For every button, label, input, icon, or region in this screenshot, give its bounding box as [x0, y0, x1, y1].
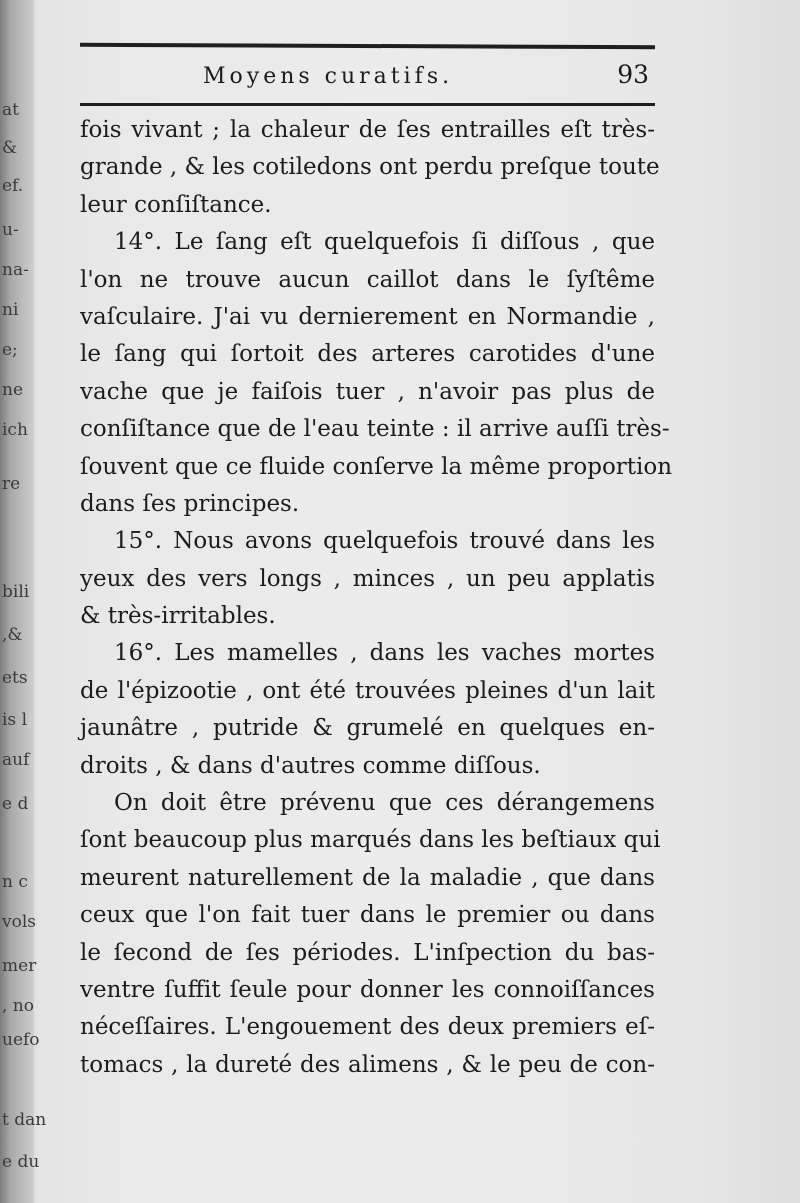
- text-line: fois vivant ; la chaleur de ſes entrailles eſt très-: [80, 117, 655, 143]
- text-line: On doit être prévenu que ces dérangemens: [114, 790, 655, 817]
- left-fragment: ne: [2, 380, 24, 400]
- left-fragment: n c: [2, 872, 28, 892]
- left-fragment: uefo: [2, 1030, 40, 1050]
- text-line: 15°. Nous avons quelquefois trouvé dans les: [114, 528, 655, 555]
- text-line: & très-irritables.: [80, 603, 276, 630]
- text-line: 16°. Les mamelles , dans les vaches mortes: [114, 640, 655, 667]
- left-page-edge: [0, 90, 47, 1200]
- text-line: ſouvent que ce fluide conſerve la même proportion: [80, 453, 673, 480]
- text-line: le ſang qui ſortoit des arteres carotides d'une: [80, 341, 655, 368]
- left-fragment: ets: [2, 668, 28, 688]
- left-fragment: e;: [2, 340, 18, 360]
- text-line: yeux des vers longs , minces , un peu applatis: [80, 565, 655, 592]
- text-line: droits , & dans d'autres comme diſſous.: [80, 752, 541, 779]
- left-fragment: t dan: [2, 1110, 47, 1130]
- text-line: vaſculaire. J'ai vu dernierement en Normandie ,: [80, 303, 655, 330]
- left-fragment: ich: [2, 420, 28, 440]
- text-line: le ſecond de ſes périodes. L'inſpection du bas-: [80, 939, 655, 966]
- text-line: ceux que l'on fait tuer dans le premier ou dans: [80, 902, 655, 929]
- text-line: 14°. Le ſang eſt quelquefois ſi diſſous , que: [114, 229, 655, 256]
- left-fragment: na-: [2, 260, 29, 280]
- left-fragment: u-: [2, 220, 19, 240]
- running-head: [80, 60, 655, 100]
- text-line: néceſſaires. L'engouement des deux premiers eſ-: [80, 1014, 655, 1041]
- text-line: vache que je faiſois tuer , n'avoir pas plus de: [80, 378, 655, 405]
- running-head-title: Moyens curatifs.: [203, 64, 454, 89]
- left-fragment: , no: [2, 996, 34, 1016]
- page-number: 93: [617, 60, 649, 89]
- text-line: grande , & les cotiledons ont perdu preſque toute: [80, 154, 660, 181]
- header-rule: [80, 43, 655, 50]
- text-line: tomacs , la dureté des alimens , & le peu de con-: [80, 1051, 655, 1078]
- text-line: meurent naturellement de la maladie , que dans: [80, 864, 655, 891]
- left-fragment: auf: [2, 750, 30, 770]
- left-fragment: at: [2, 100, 19, 120]
- left-fragment: is l: [2, 710, 28, 730]
- left-fragment: mer: [2, 956, 37, 976]
- text-line: conſiſtance que de l'eau teinte : il arrive auſſi très-: [80, 416, 670, 443]
- text-line: dans ſes principes.: [80, 490, 300, 517]
- left-fragment: e d: [2, 794, 29, 814]
- left-fragment: &: [2, 138, 18, 158]
- left-fragment: ni: [2, 300, 19, 320]
- text-line: ventre ſuffit ſeule pour donner les connoiſſances: [80, 976, 655, 1003]
- header-underline: [80, 103, 655, 106]
- text-line: jaunâtre , putride & grumelé en quelques en-: [80, 715, 655, 742]
- left-fragment: e du: [2, 1152, 40, 1172]
- left-fragment: ef.: [2, 176, 24, 196]
- body-text: [80, 112, 673, 1084]
- text-line: leur conſiſtance.: [80, 191, 272, 218]
- left-fragment: ,&: [2, 625, 23, 645]
- left-fragment: bili: [2, 582, 30, 602]
- left-fragment: re: [2, 474, 21, 494]
- text-line: ſont beaucoup plus marqués dans les beſtiaux qui: [80, 827, 661, 854]
- text-line: de l'épizootie , ont été trouvées pleines d'un lait: [80, 677, 655, 704]
- text-line: l'on ne trouve aucun caillot dans le ſyſtême: [80, 266, 655, 293]
- left-fragment: vols: [2, 912, 36, 932]
